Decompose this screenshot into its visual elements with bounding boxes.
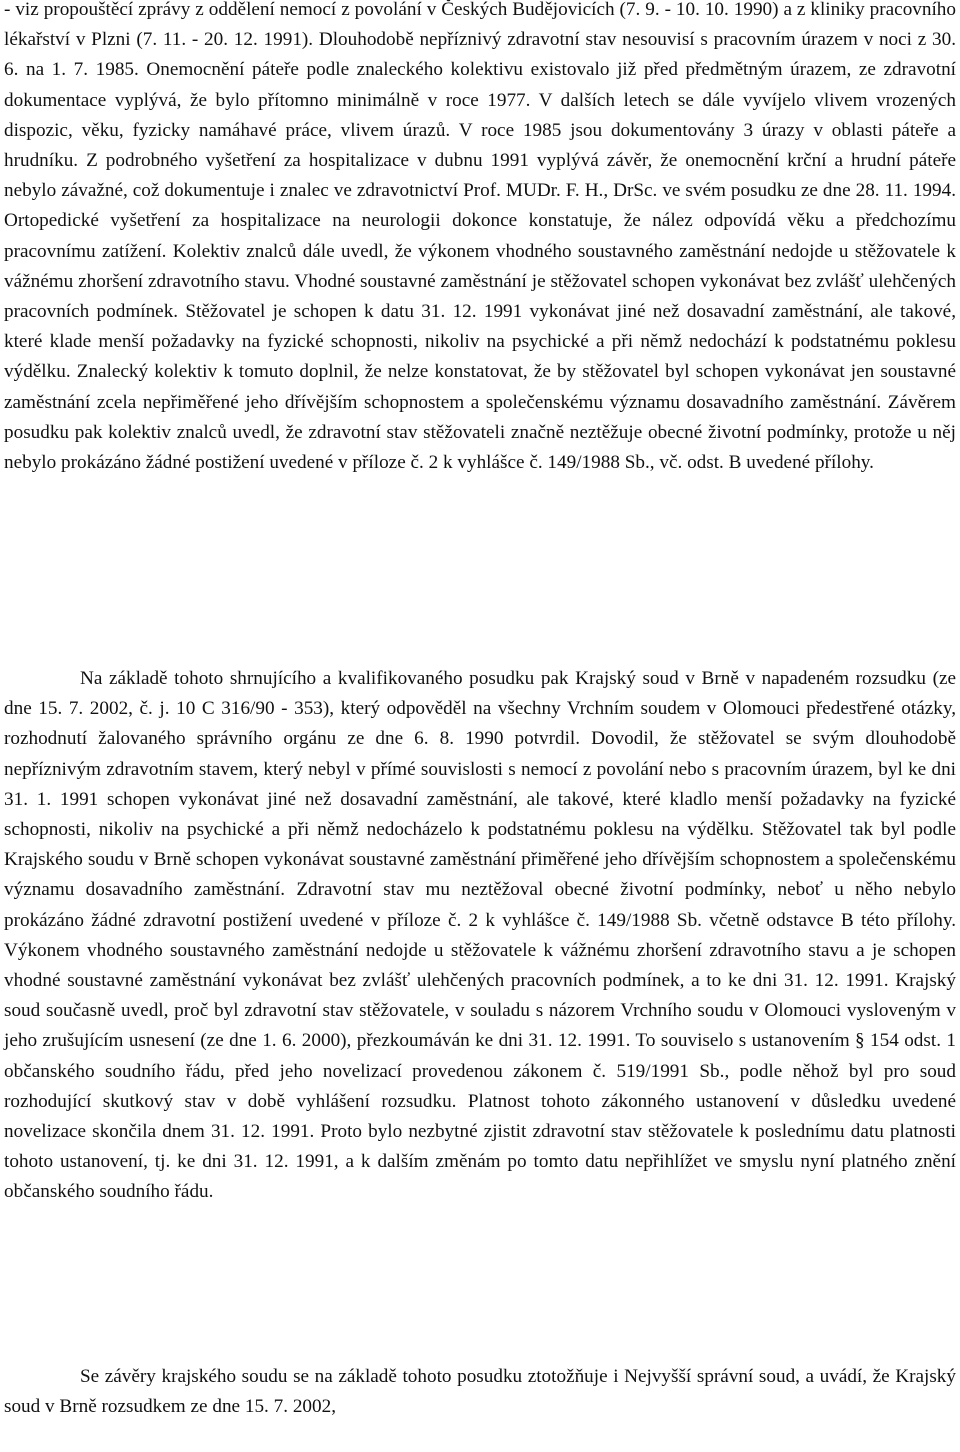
paragraph-regional-court-decision: Na základě tohoto shrnujícího a kvalifikovaného posudku pak Krajský soud v Brně v napadeném rozsudku (ze dne 15. 7. 2002, č. j. 10 C 316/90 - 353), který odpověděl na všechny Vrchním soudem v Olomouci předestřené otázky, rozhodnutí žalovaného správního orgánu ze dne 6. 8. 1990 potvrdil. Dovodil, že stěžovatel se svým dlouhodobě nepříznivým zdravotním stavem, který nebyl v přímé souvislosti s nemocí z povolání nebo s pracovním úrazem, byl ke dni 31. 1. 1991 schopen vykonávat jiné než dosavadní zaměstnání, ale takové, které kladlo menší požadavky na fyzické schopnosti, nikoliv na psychické a při němž nedocházelo k podstatnému poklesu na výdělku. Stěžovatel tak byl podle Krajského soudu v Brně schopen vykonávat soustavné zaměstnání přiměřené jeho dřívějším schopnostem a společenskému významu dosavadního zaměstnání. Zdravotní stav mu neztěžoval obecné životní podmínky, neboť u něho nebylo prokázáno žádné zdravotní postižení uvedené v příloze č. 2 k vyhlášce č. 149/1988 Sb. včetně odstavce B této přílohy. Výkonem vhodného soustavného zaměstnání nedojde u stěžovatele k vážnému zhoršení zdravotního stavu a je schopen vhodné soustavné zaměstnání vykonávat bez zvlášť ulehčených pracovních podmínek, a to ke dni 31. 12. 1991. Krajský soud současně uvedl, proč byl zdravotní stav stěžovatele, v souladu s názorem Vrchního soudu v Olomouci vysloveným v jeho zrušujícím usnesení (ze dne 1. 6. 2000), přezkoumáván ke dni 31. 12. 1991. To souviselo s ustanovením § 154 odst. 1 občanského soudního řádu, před jeho novelizací provedenou zákonem č. 519/1991 Sb., podle něhož byl pro soud rozhodující skutkový stav v době vyhlášení rozsudku. Platnost tohoto zákonného ustanovení v důsledku uvedené novelizace skončila dnem 31. 12. 1991. Proto bylo nezbytné zjistit zdravotní stav stěžovatele k poslednímu datu platnosti tohoto ustanovení, tj. ke dni 31. 12. 1991, a k dalším změnám po tomto datu nepřihlížet ve smyslu nyní platného znění občanského soudního řádu. [4, 668, 956, 1203]
paragraph-supreme-administrative-court: Se závěry krajského soudu se na základě tohoto posudku ztotožňuje i Nejvyšší správní soud, a uvádí, že Krajský soud v Brně rozsudkem ze dne 15. 7. 2002, [4, 1366, 956, 1418]
paragraph-expert-opinion: - viz propouštěcí zprávy z oddělení nemocí z povolání v Českých Budějovicích (7. 9. - 10. 10. 1990) a z kliniky pracovního lékařství v Plzni (7. 11. - 20. 12. 1991). Dlouhodobě nepříznivý zdravotní stav nesouvisí s pracovním úrazem v noci z 30. 6. na 1. 7. 1985. Onemocnění páteře podle znaleckého kolektivu existovalo již před předmětným úrazem, ze zdravotní dokumentace vyplývá, že bylo přítomno minimálně v roce 1977. V dalších letech se dále vyvíjelo vlivem vrozených dispozic, věku, fyzicky namáhavé práce, vlivem úrazů. V roce 1985 jsou dokumentovány 3 úrazy v oblasti páteře a hrudníku. Z podrobného vyšetření za hospitalizace v dubnu 1991 vyplývá závěr, že onemocnění krční a hrudní páteře nebylo závažné, což dokumentuje i znalec ve zdravotnictví Prof. MUDr. F. H., DrSc. ve svém posudku ze dne 28. 11. 1994. Ortopedické vyšetření za hospitalizace na neurologii dokonce konstatuje, že nález odpovídá věku a předchozímu pracovnímu zatížení. Kolektiv znalců dále uvedl, že výkonem vhodného soustavného zaměstnání nedojde u stěžovatele k vážnému zhoršení zdravotního stavu. Vhodné soustavné zaměstnání je stěžovatel schopen vykonávat bez zvlášť ulehčených pracovních podmínek. Stěžovatel je schopen k datu 31. 12. 1991 vykonávat jiné než dosavadní zaměstnání, ale takové, které klade menší požadavky na fyzické schopnosti, nikoliv na psychické a při němž nedochází k podstatnému poklesu výdělku. Znalecký kolektiv k tomuto doplnil, že nelze konstatovat, že by stěžovatel byl schopen vykonávat jen soustavné zaměstnání zcela nepřiměřené jeho dřívějším schopnostem a společenskému významu dosavadního zaměstnání. Závěrem posudku pak kolektiv znalců uvedl, že zdravotní stav stěžovateli značně neztěžuje obecné životní podmínky, protože u něj nebylo prokázáno žádné postižení uvedené v příloze č. 2 k vyhlášce č. 149/1988 Sb., vč. odst. B uvedené přílohy. [4, 0, 956, 474]
